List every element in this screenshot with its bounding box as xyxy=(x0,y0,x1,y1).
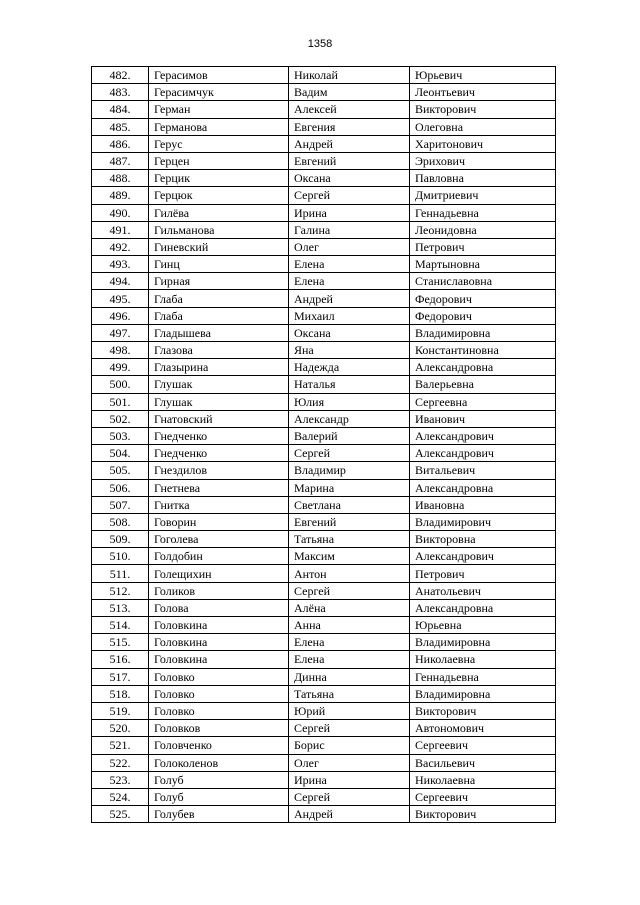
row-number: 513. xyxy=(92,599,149,616)
row-number: 523. xyxy=(92,771,149,788)
table-row xyxy=(92,135,556,152)
row-number: 503. xyxy=(92,427,149,444)
row-number: 520. xyxy=(92,720,149,737)
patronymic-cell: Александрович xyxy=(410,548,556,565)
patronymic-cell: Юрьевич xyxy=(410,67,556,84)
table-row xyxy=(92,204,556,221)
row-number: 482. xyxy=(92,67,149,84)
first-name-cell: Марина xyxy=(289,479,410,496)
first-name-cell: Вадим xyxy=(289,84,410,101)
patronymic-cell: Петрович xyxy=(410,238,556,255)
patronymic-cell: Мартыновна xyxy=(410,256,556,273)
table-row xyxy=(92,445,556,462)
patronymic-cell: Константиновна xyxy=(410,342,556,359)
surname-cell: Герасимчук xyxy=(149,84,289,101)
table-row xyxy=(92,393,556,410)
patronymic-cell: Николаевна xyxy=(410,771,556,788)
first-name-cell: Олег xyxy=(289,754,410,771)
row-number: 512. xyxy=(92,582,149,599)
first-name-cell: Оксана xyxy=(289,170,410,187)
first-name-cell: Юрий xyxy=(289,702,410,719)
row-number: 488. xyxy=(92,170,149,187)
first-name-cell: Яна xyxy=(289,342,410,359)
row-number: 483. xyxy=(92,84,149,101)
first-name-cell: Елена xyxy=(289,634,410,651)
surname-cell: Герцен xyxy=(149,152,289,169)
patronymic-cell: Павловна xyxy=(410,170,556,187)
row-number: 516. xyxy=(92,651,149,668)
patronymic-cell: Викторович xyxy=(410,101,556,118)
patronymic-cell: Иванович xyxy=(410,410,556,427)
patronymic-cell: Харитонович xyxy=(410,135,556,152)
first-name-cell: Надежда xyxy=(289,359,410,376)
patronymic-cell: Геннадьевна xyxy=(410,668,556,685)
table-row xyxy=(92,531,556,548)
surname-cell: Глазырина xyxy=(149,359,289,376)
surname-cell: Голиков xyxy=(149,582,289,599)
surname-cell: Голуб xyxy=(149,788,289,805)
row-number: 502. xyxy=(92,410,149,427)
row-number: 507. xyxy=(92,496,149,513)
table-row xyxy=(92,617,556,634)
row-number: 501. xyxy=(92,393,149,410)
row-number: 491. xyxy=(92,221,149,238)
table-row xyxy=(92,342,556,359)
first-name-cell: Татьяна xyxy=(289,685,410,702)
patronymic-cell: Федорович xyxy=(410,290,556,307)
surname-cell: Голова xyxy=(149,599,289,616)
table-row xyxy=(92,170,556,187)
surname-cell: Гирная xyxy=(149,273,289,290)
patronymic-cell: Николаевна xyxy=(410,651,556,668)
first-name-cell: Алёна xyxy=(289,599,410,616)
table-row xyxy=(92,376,556,393)
surname-cell: Головков xyxy=(149,720,289,737)
table-row xyxy=(92,513,556,530)
first-name-cell: Андрей xyxy=(289,135,410,152)
table-row xyxy=(92,290,556,307)
table-row xyxy=(92,806,556,823)
table-row xyxy=(92,101,556,118)
surname-cell: Головкина xyxy=(149,617,289,634)
table-row xyxy=(92,685,556,702)
row-number: 509. xyxy=(92,531,149,548)
surname-cell: Гнитка xyxy=(149,496,289,513)
surname-cell: Голещихин xyxy=(149,565,289,582)
table-row xyxy=(92,256,556,273)
patronymic-cell: Александровна xyxy=(410,599,556,616)
patronymic-cell: Юрьевна xyxy=(410,617,556,634)
surname-cell: Глаба xyxy=(149,290,289,307)
row-number: 511. xyxy=(92,565,149,582)
table-row xyxy=(92,84,556,101)
patronymic-cell: Петрович xyxy=(410,565,556,582)
surname-cell: Герман xyxy=(149,101,289,118)
table-row xyxy=(92,548,556,565)
table-row xyxy=(92,427,556,444)
patronymic-cell: Александровна xyxy=(410,479,556,496)
table-row xyxy=(92,238,556,255)
first-name-cell: Елена xyxy=(289,256,410,273)
row-number: 506. xyxy=(92,479,149,496)
patronymic-cell: Леонидовна xyxy=(410,221,556,238)
table-row xyxy=(92,634,556,651)
patronymic-cell: Викторовна xyxy=(410,531,556,548)
row-number: 493. xyxy=(92,256,149,273)
row-number: 518. xyxy=(92,685,149,702)
first-name-cell: Сергей xyxy=(289,187,410,204)
surname-cell: Головко xyxy=(149,685,289,702)
surname-cell: Головкина xyxy=(149,634,289,651)
page-number: 1358 xyxy=(307,38,333,50)
patronymic-cell: Витальевич xyxy=(410,462,556,479)
surname-cell: Гоголева xyxy=(149,531,289,548)
surname-cell: Гладышева xyxy=(149,324,289,341)
patronymic-cell: Дмитриевич xyxy=(410,187,556,204)
table-row xyxy=(92,754,556,771)
row-number: 500. xyxy=(92,376,149,393)
row-number: 515. xyxy=(92,634,149,651)
surname-cell: Гильманова xyxy=(149,221,289,238)
first-name-cell: Евгения xyxy=(289,118,410,135)
row-number: 525. xyxy=(92,806,149,823)
table-row xyxy=(92,771,556,788)
surname-cell: Германова xyxy=(149,118,289,135)
table-row xyxy=(92,152,556,169)
patronymic-cell: Станиславовна xyxy=(410,273,556,290)
table-row xyxy=(92,187,556,204)
first-name-cell: Анна xyxy=(289,617,410,634)
table-row xyxy=(92,118,556,135)
patronymic-cell: Федорович xyxy=(410,307,556,324)
table-row xyxy=(92,668,556,685)
surname-cell: Голдобин xyxy=(149,548,289,565)
first-name-cell: Андрей xyxy=(289,290,410,307)
patronymic-cell: Викторович xyxy=(410,702,556,719)
row-number: 486. xyxy=(92,135,149,152)
patronymic-cell: Олеговна xyxy=(410,118,556,135)
surname-cell: Герус xyxy=(149,135,289,152)
patronymic-cell: Автономович xyxy=(410,720,556,737)
row-number: 521. xyxy=(92,737,149,754)
surname-cell: Гнездилов xyxy=(149,462,289,479)
first-name-cell: Борис xyxy=(289,737,410,754)
table-row xyxy=(92,324,556,341)
row-number: 494. xyxy=(92,273,149,290)
surname-cell: Глушак xyxy=(149,376,289,393)
first-name-cell: Наталья xyxy=(289,376,410,393)
row-number: 519. xyxy=(92,702,149,719)
patronymic-cell: Владимировна xyxy=(410,685,556,702)
surname-cell: Говорин xyxy=(149,513,289,530)
patronymic-cell: Ивановна xyxy=(410,496,556,513)
patronymic-cell: Сергеевич xyxy=(410,788,556,805)
row-number: 484. xyxy=(92,101,149,118)
first-name-cell: Ирина xyxy=(289,771,410,788)
surname-cell: Гнатовский xyxy=(149,410,289,427)
first-name-cell: Евгений xyxy=(289,152,410,169)
patronymic-cell: Геннадьевна xyxy=(410,204,556,221)
name-list-table xyxy=(91,66,556,823)
table-row xyxy=(92,737,556,754)
patronymic-cell: Васильевич xyxy=(410,754,556,771)
surname-cell: Головко xyxy=(149,668,289,685)
patronymic-cell: Александровна xyxy=(410,359,556,376)
table-row xyxy=(92,702,556,719)
surname-cell: Головко xyxy=(149,702,289,719)
surname-cell: Голубев xyxy=(149,806,289,823)
first-name-cell: Елена xyxy=(289,273,410,290)
row-number: 522. xyxy=(92,754,149,771)
row-number: 492. xyxy=(92,238,149,255)
row-number: 497. xyxy=(92,324,149,341)
table-row xyxy=(92,720,556,737)
first-name-cell: Елена xyxy=(289,651,410,668)
first-name-cell: Максим xyxy=(289,548,410,565)
name-list-body xyxy=(92,67,556,823)
patronymic-cell: Владимирович xyxy=(410,513,556,530)
row-number: 499. xyxy=(92,359,149,376)
first-name-cell: Динна xyxy=(289,668,410,685)
first-name-cell: Антон xyxy=(289,565,410,582)
patronymic-cell: Анатольевич xyxy=(410,582,556,599)
patronymic-cell: Валерьевна xyxy=(410,376,556,393)
table-row xyxy=(92,221,556,238)
surname-cell: Гнедченко xyxy=(149,427,289,444)
surname-cell: Гнетнева xyxy=(149,479,289,496)
table-row xyxy=(92,410,556,427)
table-row xyxy=(92,565,556,582)
table-row xyxy=(92,67,556,84)
patronymic-cell: Сергеевич xyxy=(410,737,556,754)
surname-cell: Гнедченко xyxy=(149,445,289,462)
first-name-cell: Галина xyxy=(289,221,410,238)
first-name-cell: Николай xyxy=(289,67,410,84)
surname-cell: Герасимов xyxy=(149,67,289,84)
first-name-cell: Михаил xyxy=(289,307,410,324)
table-row xyxy=(92,599,556,616)
surname-cell: Голуб xyxy=(149,771,289,788)
first-name-cell: Алексей xyxy=(289,101,410,118)
row-number: 517. xyxy=(92,668,149,685)
surname-cell: Голоколенов xyxy=(149,754,289,771)
patronymic-cell: Эрихович xyxy=(410,152,556,169)
first-name-cell: Александр xyxy=(289,410,410,427)
row-number: 514. xyxy=(92,617,149,634)
table-row xyxy=(92,307,556,324)
surname-cell: Герцюк xyxy=(149,187,289,204)
surname-cell: Головченко xyxy=(149,737,289,754)
first-name-cell: Сергей xyxy=(289,788,410,805)
surname-cell: Глушак xyxy=(149,393,289,410)
surname-cell: Герцик xyxy=(149,170,289,187)
first-name-cell: Оксана xyxy=(289,324,410,341)
surname-cell: Глаба xyxy=(149,307,289,324)
first-name-cell: Сергей xyxy=(289,445,410,462)
first-name-cell: Олег xyxy=(289,238,410,255)
table-row xyxy=(92,462,556,479)
patronymic-cell: Викторович xyxy=(410,806,556,823)
first-name-cell: Сергей xyxy=(289,720,410,737)
surname-cell: Гилёва xyxy=(149,204,289,221)
row-number: 504. xyxy=(92,445,149,462)
patronymic-cell: Александрович xyxy=(410,445,556,462)
row-number: 485. xyxy=(92,118,149,135)
patronymic-cell: Владимировна xyxy=(410,324,556,341)
first-name-cell: Владимир xyxy=(289,462,410,479)
table-row xyxy=(92,359,556,376)
table-row xyxy=(92,651,556,668)
surname-cell: Головкина xyxy=(149,651,289,668)
surname-cell: Гинц xyxy=(149,256,289,273)
row-number: 489. xyxy=(92,187,149,204)
row-number: 508. xyxy=(92,513,149,530)
surname-cell: Глазова xyxy=(149,342,289,359)
row-number: 487. xyxy=(92,152,149,169)
first-name-cell: Ирина xyxy=(289,204,410,221)
patronymic-cell: Александрович xyxy=(410,427,556,444)
first-name-cell: Сергей xyxy=(289,582,410,599)
patronymic-cell: Сергеевна xyxy=(410,393,556,410)
patronymic-cell: Леонтьевич xyxy=(410,84,556,101)
row-number: 510. xyxy=(92,548,149,565)
first-name-cell: Валерий xyxy=(289,427,410,444)
row-number: 490. xyxy=(92,204,149,221)
row-number: 498. xyxy=(92,342,149,359)
table-row xyxy=(92,273,556,290)
table-row xyxy=(92,582,556,599)
patronymic-cell: Владимировна xyxy=(410,634,556,651)
table-row xyxy=(92,479,556,496)
row-number: 496. xyxy=(92,307,149,324)
first-name-cell: Андрей xyxy=(289,806,410,823)
row-number: 505. xyxy=(92,462,149,479)
row-number: 524. xyxy=(92,788,149,805)
first-name-cell: Евгений xyxy=(289,513,410,530)
table-row xyxy=(92,788,556,805)
first-name-cell: Татьяна xyxy=(289,531,410,548)
first-name-cell: Светлана xyxy=(289,496,410,513)
first-name-cell: Юлия xyxy=(289,393,410,410)
row-number: 495. xyxy=(92,290,149,307)
surname-cell: Гиневский xyxy=(149,238,289,255)
table-row xyxy=(92,496,556,513)
